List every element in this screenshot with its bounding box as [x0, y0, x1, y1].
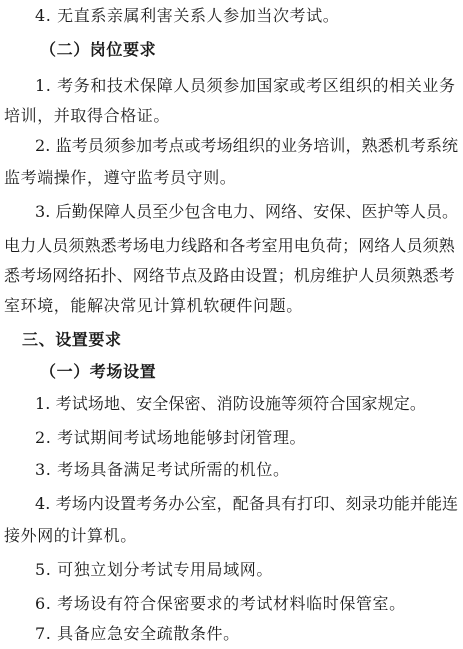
subheading-post-requirements: （二）岗位要求: [40, 40, 157, 59]
item-1-training-line1: 1. 考务和技术保障人员须参加国家或考区组织的相关业务: [35, 76, 456, 95]
item-7-evacuation: 7. 具备应急安全疏散条件。: [35, 624, 240, 643]
item-2-invigilator-line1: 2. 监考员须参加考点或考场组织的业务培训，熟悉机考系统: [35, 136, 459, 155]
item-3-seats: 3. 考场具备满足考试所需的机位。: [35, 460, 290, 479]
item-3-logistics-line4: 室环境，能解决常见计算机软硬件问题。: [4, 296, 303, 315]
item-6-storage-room: 6. 考场设有符合保密要求的考试材料临时保管室。: [35, 594, 406, 613]
item-3-logistics-line1: 3. 后勤保障人员至少包含电力、网络、安保、医护等人员。: [35, 202, 459, 221]
item-3-logistics-line2: 电力人员须熟悉考场电力线路和各考室用电负荷；网络人员须熟: [4, 236, 455, 255]
item-4-office-line1: 4. 考场内设置考务办公室，配备具有打印、刻录功能并能连: [35, 494, 459, 513]
item-2-closed-management: 2. 考试期间考试场地能够封闭管理。: [35, 428, 307, 447]
item-1-site-safety: 1. 考试场地、安全保密、消防设施等须符合国家规定。: [35, 394, 426, 413]
heading-setup-requirements: 三、设置要求: [22, 330, 122, 349]
item-4-no-relatives: 4. 无直系亲属利害关系人参加当次考试。: [35, 6, 340, 25]
item-2-invigilator-line2: 监考端操作，遵守监考员守则。: [4, 168, 237, 187]
item-4-office-line2: 接外网的计算机。: [4, 526, 137, 545]
item-5-lan: 5. 可独立划分考试专用局域网。: [35, 560, 273, 579]
item-1-training-line2: 培训，并取得合格证。: [4, 106, 171, 125]
item-3-logistics-line3: 悉考场网络拓扑、网络节点及路由设置；机房维护人员须熟悉考: [4, 266, 455, 285]
subheading-exam-site-setup: （一）考场设置: [40, 362, 157, 381]
